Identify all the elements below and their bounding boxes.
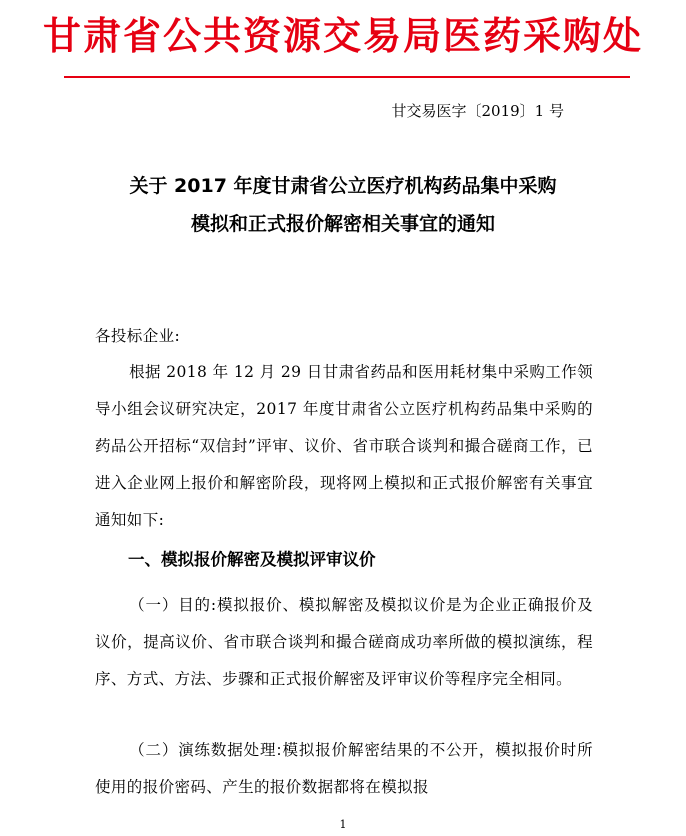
document-number: 甘交易医字〔2019〕1 号 — [391, 102, 564, 120]
item-1-text: 模拟报价、模拟解密及模拟议价是为企业正确报价及议价，提高议价、省市联合谈判和撮合磋商成功率所做的模拟演练，程序、方式、方法、步骤和正式报价解密及评审议价等程序完全相同。 — [95, 596, 594, 688]
title-line-2: 模拟和正式报价解密相关事宜的通知 — [190, 213, 495, 235]
item-2-label: （二）演练数据处理: — [129, 741, 283, 759]
item-2-text: 模拟报价解密结果的不公开，模拟报价时所使用的报价密码、产生的报价数据都将在模拟报 — [95, 741, 593, 796]
item-2-paragraph — [95, 732, 593, 806]
page-number: 1 — [339, 818, 347, 831]
item-1-paragraph — [95, 587, 593, 698]
item-1-label: （一）目的: — [129, 596, 217, 614]
section-1-heading: 一、模拟报价解密及模拟评审议价 — [128, 550, 376, 569]
title-line-1: 关于 2017 年度甘肃省公立医疗机构药品集中采购 — [129, 175, 557, 197]
paragraph-intro: 根据 2018 年 12 月 29 日甘肃省药品和医用耗材集中采购工作领导小组会议研究决定，2017 年度甘肃省公立医疗机构药品集中采购的药品公开招标“双信封”评审、议价、省市联合谈判和撮合磋商工作，已进入企业网上报价和解密阶段，现将网上模拟和正式报价解密有关事宜通知如下: — [95, 363, 593, 529]
letterhead-red-rule — [64, 76, 630, 78]
letterhead-agency-name: 甘肃省公共资源交易局医药采购处 — [42, 14, 643, 58]
salutation: 各投标企业: — [95, 327, 181, 345]
